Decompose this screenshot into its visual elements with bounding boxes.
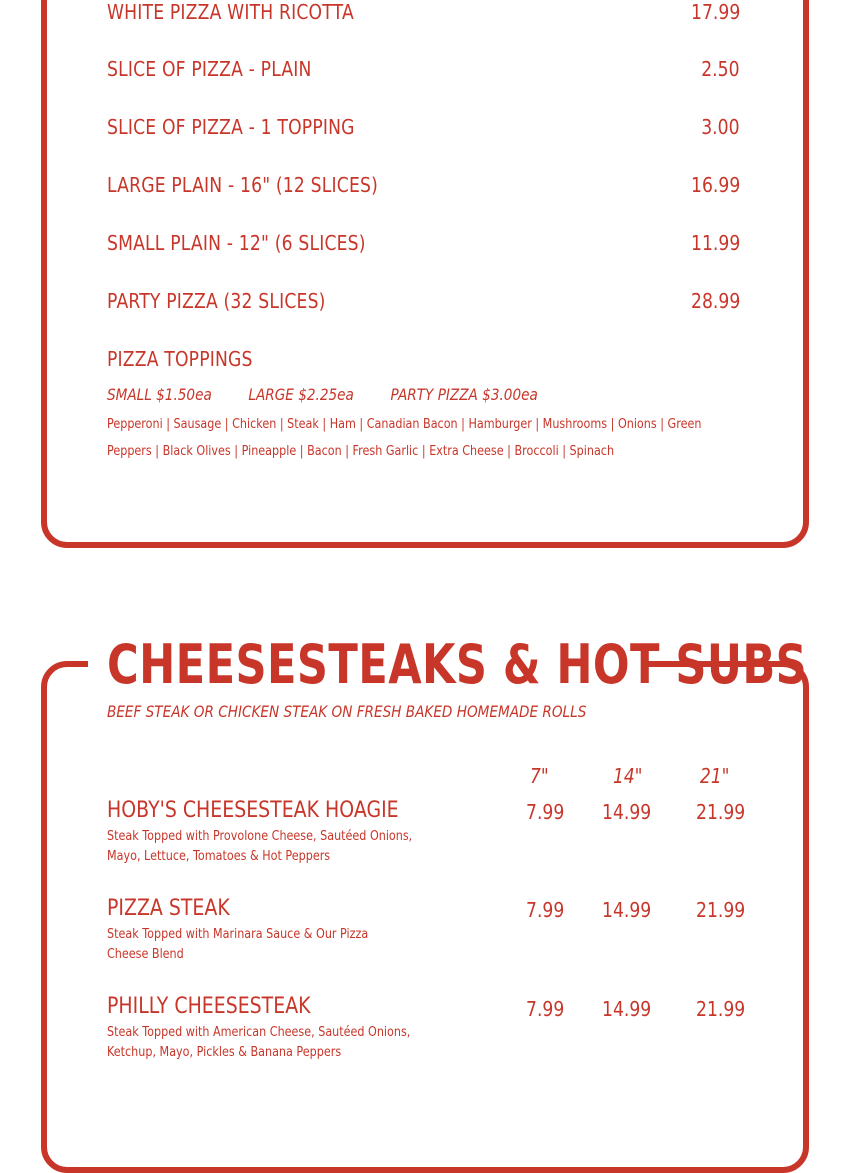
topping-prices [107,385,570,404]
sub-item-name: PHILLY CHEESESTEAK [107,994,311,1019]
price-7: 7.99 [526,898,565,922]
item-price: 17.99 [690,0,740,24]
price-14: 14.99 [602,997,652,1021]
item-price: 3.00 [701,115,740,139]
section-subtitle: BEEF STEAK OR CHICKEN STEAK ON FRESH BAKED HOMEMADE ROLLS [107,702,587,721]
toppings-list: Pepperoni | Sausage | Chicken | Steak | Ham | Canadian Bacon | Hamburger | Mushrooms | Onions | Green Peppers | Black Olives | Pineapple | Bacon | Fresh Garlic | Extra Cheese | Broccoli | Spinach [107,417,702,459]
size-header-14: 14" [613,764,643,788]
size-header-7: 7" [530,764,549,788]
price-21: 21.99 [696,997,746,1021]
item-name: LARGE PLAIN - 16" (12 SLICES) [107,173,378,197]
topping-price-large: LARGE $2.25ea [248,385,354,404]
topping-price-small: SMALL $1.50ea [107,385,212,404]
price-14: 14.99 [602,800,652,824]
section-title: CHEESESTEAKS & HOT SUBS [107,633,808,696]
item-name: SLICE OF PIZZA - 1 TOPPING [107,115,355,139]
item-name: SMALL PLAIN - 12" (6 SLICES) [107,231,366,255]
item-name: SLICE OF PIZZA - PLAIN [107,57,312,81]
sub-item-name: PIZZA STEAK [107,896,230,921]
item-name: PARTY PIZZA (32 SLICES) [107,289,326,313]
pizza-menu-card [41,0,809,548]
sub-item-name: HOBY'S CHEESESTEAK HOAGIE [107,798,399,823]
item-price: 11.99 [690,231,740,255]
price-21: 21.99 [696,898,746,922]
item-price: 28.99 [690,289,740,313]
toppings-heading: PIZZA TOPPINGS [107,347,253,371]
sub-item-description: Steak Topped with Provolone Cheese, Sautéed Onions, Mayo, Lettuce, Tomatoes & Hot Peppers [107,829,413,864]
price-14: 14.99 [602,898,652,922]
price-7: 7.99 [526,997,565,1021]
topping-price-party: PARTY PIZZA $3.00ea [390,385,538,404]
size-header-21: 21" [700,764,730,788]
item-name: WHITE PIZZA WITH RICOTTA [107,0,354,24]
price-21: 21.99 [696,800,746,824]
sub-item-description: Steak Topped with Marinara Sauce & Our Pizza Cheese Blend [107,927,369,962]
price-7: 7.99 [526,800,565,824]
item-price: 2.50 [701,57,740,81]
item-price: 16.99 [690,173,740,197]
sub-item-description: Steak Topped with American Cheese, Sautéed Onions, Ketchup, Mayo, Pickles & Banana Peppers [107,1025,411,1060]
